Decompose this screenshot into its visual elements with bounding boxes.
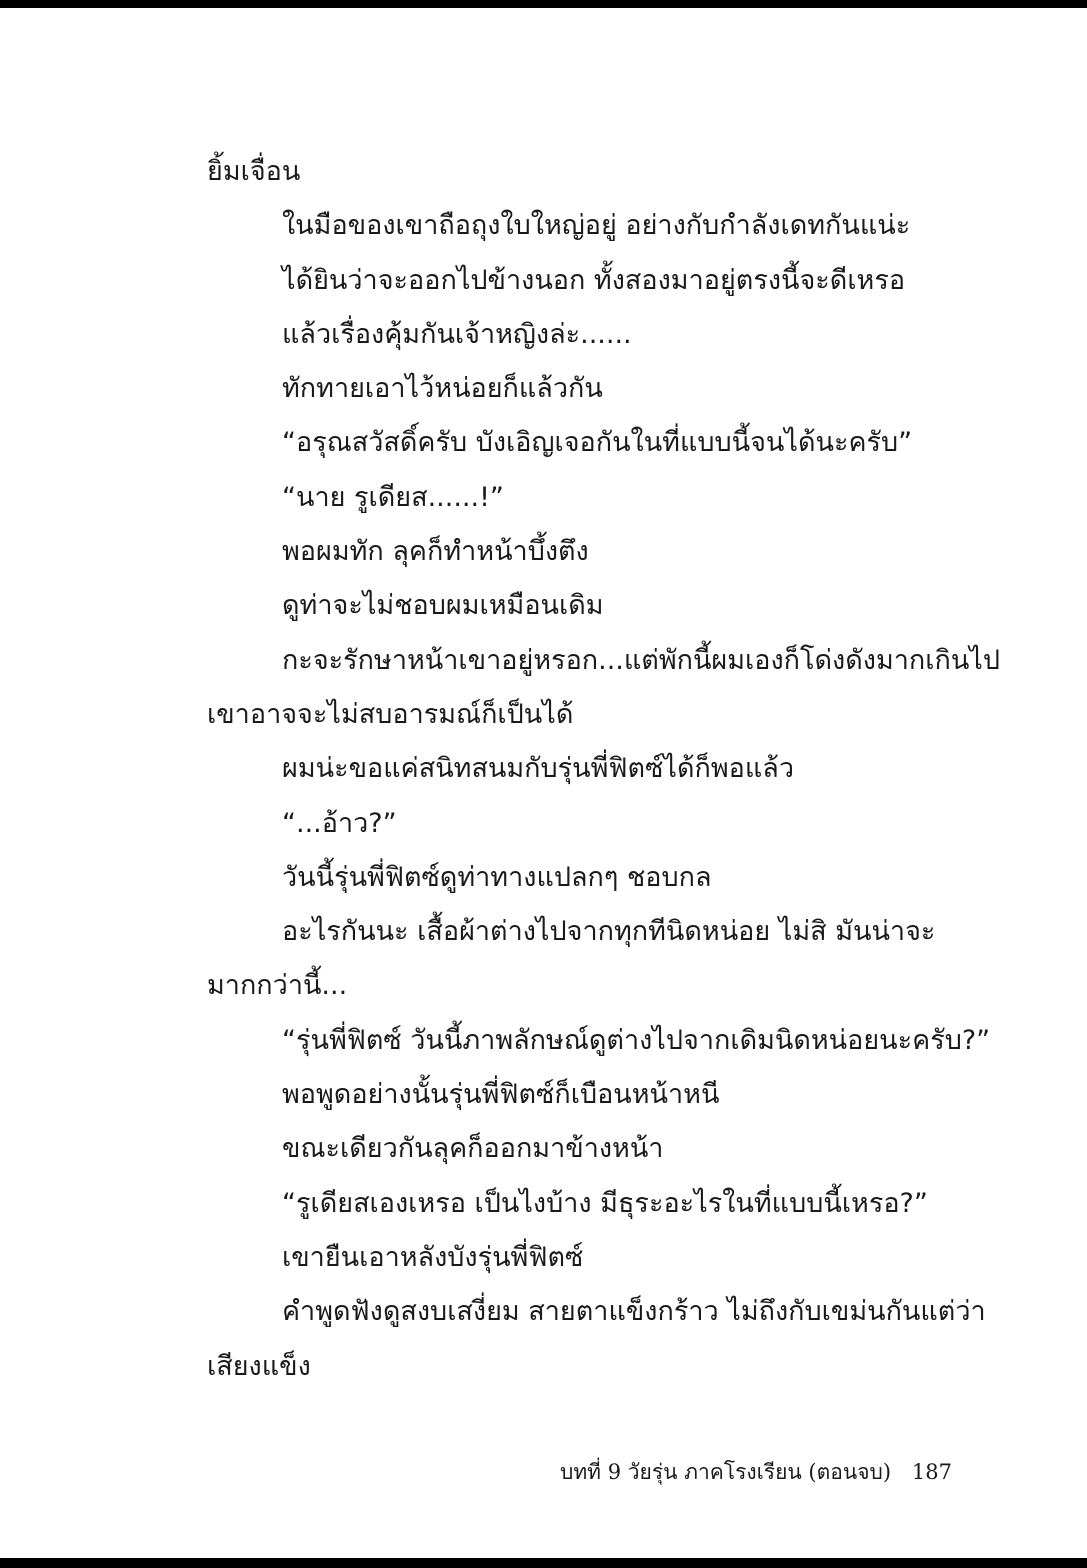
text-line: ดูท่าจะไม่ชอบผมเหมือนเดิม <box>282 590 604 622</box>
body-text <box>207 145 1001 1394</box>
top-border <box>0 0 1087 8</box>
text-line: มากกว่านี้... <box>207 970 348 1002</box>
text-line: พอผมทัก ลุคก็ทำหน้าบึ้งตึง <box>282 536 589 568</box>
text-line: พอพูดอย่างนั้นรุ่นพี่ฟิตซ์ก็เบือนหน้าหนี <box>282 1079 720 1111</box>
text-line: เสียงแข็ง <box>207 1350 311 1382</box>
text-line: วันนี้รุ่นพี่ฟิตซ์ดูท่าทางแปลกๆ ชอบกล <box>282 861 712 893</box>
text-line: ผมน่ะขอแค่สนิทสนมกับรุ่นพี่ฟิตซ์ได้ก็พอแล้ว <box>282 753 794 785</box>
text-line: ในมือของเขาถือถุงใบใหญ่อยู่ อย่างกับกำลังเดทกันแน่ะ <box>282 210 911 242</box>
text-line: “...อ้าว?” <box>282 807 397 839</box>
text-line: “รูเดียสเองเหรอ เป็นไงบ้าง มีธุระอะไรในที่แบบนี้เหรอ?” <box>282 1187 928 1219</box>
text-line: อะไรกันนะ เสื้อผ้าต่างไปจากทุกทีนิดหน่อย ไม่สิ มันน่าจะ <box>282 916 936 948</box>
text-line: “รุ่นพี่ฟิตซ์ วันนี้ภาพลักษณ์ดูต่างไปจากเดิมนิดหน่อยนะครับ?” <box>282 1024 991 1056</box>
text-line: คำพูดฟังดูสงบเสงี่ยม สายตาแข็งกร้าว ไม่ถึงกับเขม่นกันแต่ว่า <box>282 1296 986 1328</box>
text-line: ขณะเดียวกันลุคก็ออกมาข้างหน้า <box>282 1133 664 1165</box>
text-line: “นาย รูเดียส......!” <box>282 481 504 513</box>
text-line: เขายืนเอาหลังบังรุ่นพี่ฟิตซ์ <box>282 1241 584 1273</box>
text-line: “อรุณสวัสดิ์ครับ บังเอิญเจอกันในที่แบบนี้จนได้นะครับ” <box>282 427 913 459</box>
text-line: ได้ยินว่าจะออกไปข้างนอก ทั้งสองมาอยู่ตรงนี้จะดีเหรอ <box>282 264 906 296</box>
page-footer <box>560 1452 952 1492</box>
text-line: ทักทายเอาไว้หน่อยก็แล้วกัน <box>282 373 603 405</box>
bottom-border <box>0 1558 1087 1568</box>
text-line: กะจะรักษาหน้าเขาอยู่หรอก...แต่พักนี้ผมเองก็โด่งดังมากเกินไป <box>282 644 1001 676</box>
text-line: ยิ้มเจื่อน <box>207 156 301 187</box>
page-number: 187 <box>911 1460 952 1484</box>
text-line: เขาอาจจะไม่สบอารมณ์ก็เป็นได้ <box>207 698 574 730</box>
text-line: แล้วเรื่องคุ้มกันเจ้าหญิงล่ะ...... <box>282 318 632 350</box>
chapter-title: บทที่ 9 วัยรุ่น ภาคโรงเรียน (ตอนจบ) <box>560 1460 892 1484</box>
